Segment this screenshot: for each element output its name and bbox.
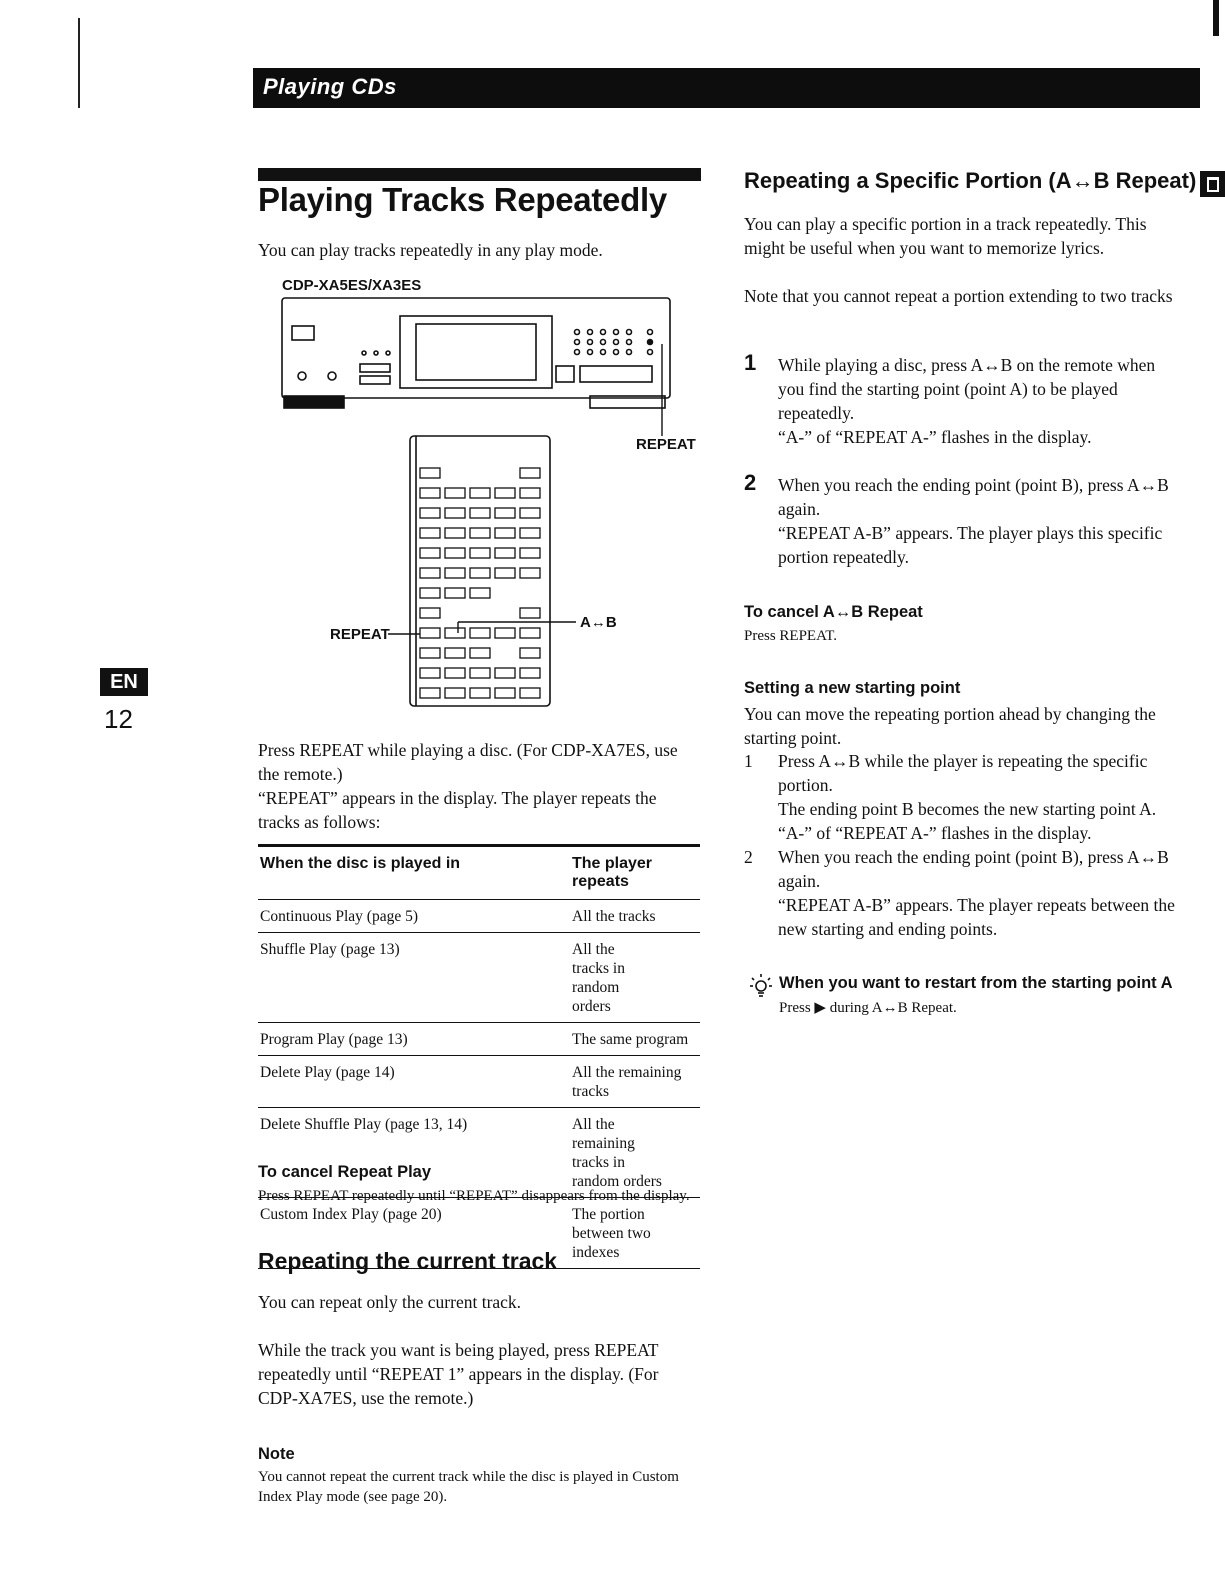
step-number: 2 — [744, 470, 757, 495]
new-start-step-1-note: The ending point B becomes the new starting point A. “A-” of “REPEAT A-” flashes in the display. — [778, 799, 1157, 843]
language-badge: EN — [100, 668, 148, 696]
remote-only-icon — [1200, 171, 1225, 197]
ab-section-title: Repeating a Specific Portion (A↔B Repeat) — [744, 168, 1197, 193]
step-1-text: While playing a disc, press A↔B on the remote when you find the starting point (point A) to be played repeatedly. — [778, 355, 1156, 423]
table-row — [258, 1108, 700, 1198]
intro-text: You can play tracks repeatedly in any play mode. — [258, 240, 603, 260]
repeat-table — [258, 849, 700, 1269]
ab-note-text: Note that you cannot repeat a portion extending to two tracks — [744, 286, 1173, 306]
repeat-result: “REPEAT” appears in the display. The player repeats the tracks as follows: — [258, 788, 657, 832]
table-cell: All the remaining tracks — [570, 1056, 700, 1108]
note-text: You cannot repeat the current track while the disc is played in Custom Index Play mode (see page 20). — [258, 1469, 679, 1505]
table-row — [258, 1056, 700, 1108]
current-track-intro: You can repeat only the current track. — [258, 1292, 522, 1312]
repeat-instruction: Press REPEAT while playing a disc. (For CDP-XA7ES, use the remote.) — [258, 740, 678, 784]
model-label: CDP-XA5ES/XA3ES — [282, 277, 422, 294]
tip-title: When you want to restart from the starting point A — [779, 974, 1173, 992]
cancel-ab-title: To cancel A↔B Repeat — [744, 603, 923, 621]
table-row — [258, 900, 700, 933]
step-1-note: “A-” of “REPEAT A-” flashes in the display. — [778, 427, 1092, 447]
fig-label-ab: A↔B — [580, 614, 617, 631]
tip-lightbulb-icon — [748, 972, 774, 1000]
current-track-title: Repeating the current track — [258, 1248, 558, 1274]
fig-label-repeat-player: REPEAT — [636, 436, 696, 453]
new-start-step-2-note: “REPEAT A-B” appears. The player repeats between the new starting and ending points. — [778, 895, 1175, 939]
new-start-intro: You can move the repeating portion ahead by changing the starting point. — [744, 704, 1156, 748]
title-rule — [258, 168, 701, 181]
table-header-row — [258, 849, 700, 900]
table-cell: Delete Play (page 14) — [258, 1056, 570, 1108]
section-title: Playing CDs — [263, 74, 397, 99]
player-remote-illustration — [280, 296, 700, 716]
new-start-title: Setting a new starting point — [744, 679, 961, 697]
cancel-ab-text: Press REPEAT. — [744, 628, 838, 644]
table-row — [258, 1023, 700, 1056]
table-cell: The same program — [570, 1023, 700, 1056]
substep-number: 2 — [744, 847, 753, 867]
table-row — [258, 933, 700, 1023]
table-cell: All the tracks in random orders — [570, 933, 700, 1023]
note-title: Note — [258, 1445, 295, 1463]
fig-label-repeat-remote: REPEAT — [330, 626, 390, 643]
table-header: When the disc is played in — [258, 849, 570, 900]
substep-number: 1 — [744, 751, 753, 771]
table-cell: Continuous Play (page 5) — [258, 900, 570, 933]
step-2-note: “REPEAT A-B” appears. The player plays this specific portion repeatedly. — [778, 523, 1163, 567]
page-title: Playing Tracks Repeatedly — [258, 181, 667, 218]
table-cell: Program Play (page 13) — [258, 1023, 570, 1056]
table-cell: Shuffle Play (page 13) — [258, 933, 570, 1023]
ab-section-heading — [744, 168, 1225, 197]
tip-text: Press ▶ during A↔B Repeat. — [779, 1000, 957, 1016]
new-start-step-2: When you reach the ending point (point B), press A↔B again. — [778, 847, 1169, 891]
step-number: 1 — [744, 350, 757, 375]
table-cell: Custom Index Play (page 20) — [258, 1198, 570, 1269]
new-start-step-1: Press A↔B while the player is repeating the specific portion. — [778, 751, 1148, 795]
corner-mark — [1213, 0, 1219, 36]
section-header-bar — [253, 68, 1200, 108]
table-header: The player repeats — [570, 849, 700, 900]
step-2-text: When you reach the ending point (point B), press A↔B again. — [778, 475, 1169, 519]
cancel-repeat-text: Press REPEAT repeatedly until “REPEAT” disappears from the display. — [258, 1188, 690, 1204]
cancel-repeat-title: To cancel Repeat Play — [258, 1163, 432, 1181]
table-cell: The portion between two indexes — [570, 1198, 700, 1269]
table-cell: All the remaining tracks in random orders — [570, 1108, 700, 1198]
margin-line — [78, 18, 80, 108]
table-cell: All the tracks — [570, 900, 700, 933]
current-track-instruction: While the track you want is being played, press REPEAT repeatedly until “REPEAT 1” appears in the display. (For CDP-XA7ES, use the remote.) — [258, 1340, 659, 1408]
table-cell: Delete Shuffle Play (page 13, 14) — [258, 1108, 570, 1198]
table-top-rule — [258, 844, 700, 847]
page-number: 12 — [104, 704, 133, 734]
ab-intro-text: You can play a specific portion in a track repeatedly. This might be useful when you want to memorize lyrics. — [744, 214, 1147, 258]
